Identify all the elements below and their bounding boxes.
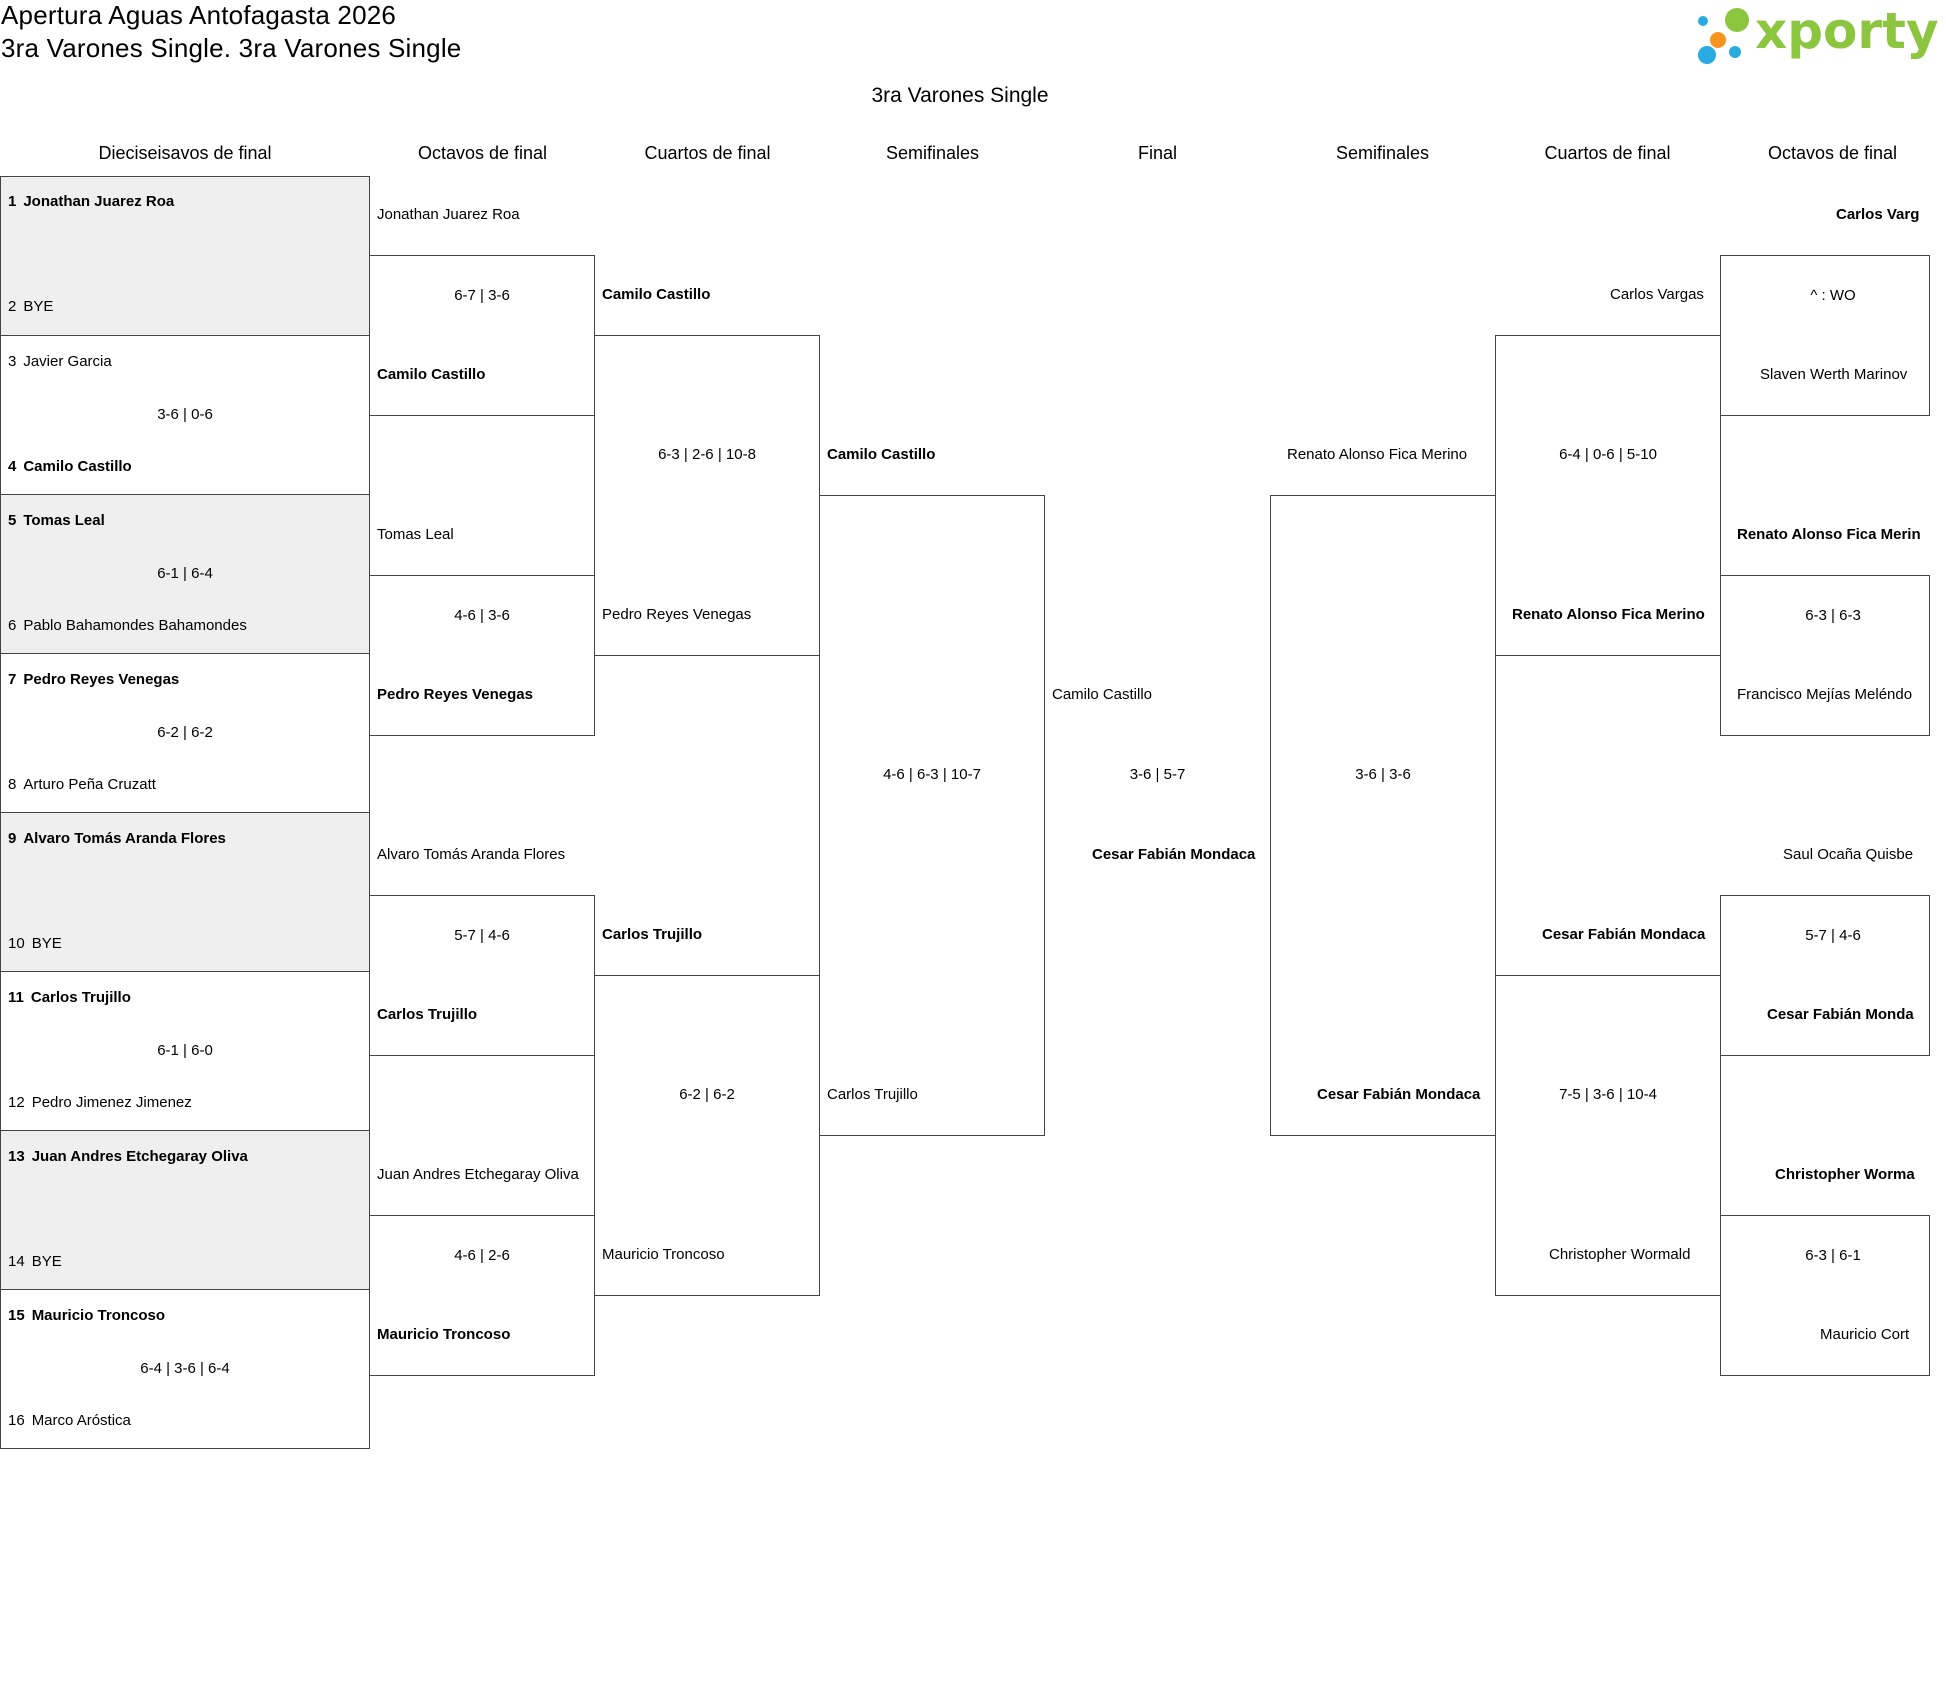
match-score: 6-4 | 0-6 | 5-10 [1559, 446, 1657, 463]
match-score: 7-5 | 3-6 | 10-4 [1559, 1086, 1657, 1103]
player-entry: 14 BYE [8, 1253, 62, 1270]
player-entry: 6 Pablo Bahamondes Bahamondes [8, 617, 247, 634]
player-name: Slaven Werth Marinov [1760, 366, 1908, 383]
match-score: 4-6 | 2-6 [454, 1247, 510, 1264]
player-name: Mauricio Troncoso [377, 1326, 511, 1343]
round-header-sf-right: Semifinales [1335, 143, 1430, 163]
player-entry: 10 BYE [8, 935, 62, 952]
xporty-logo [1690, 2, 1939, 66]
page-subtitle: 3ra Varones Single. 3ra Varones Single [1, 33, 462, 63]
match-score: 4-6 | 6-3 | 10-7 [883, 766, 981, 783]
match-slot [0, 653, 370, 813]
match-score: 6-1 | 6-0 [157, 1042, 213, 1059]
final-score: 3-6 | 5-7 [1129, 766, 1186, 783]
player-entry: 3 Javier Garcia [8, 353, 112, 370]
match-slot [0, 176, 370, 336]
round-header-r16-left: Octavos de final [417, 143, 548, 163]
match-score: 3-6 | 3-6 [1355, 766, 1411, 783]
player-name: Juan Andres Etchegaray Oliva [377, 1166, 579, 1183]
bracket-connector [1720, 1215, 1930, 1376]
player-name: Alvaro Tomás Aranda Flores [377, 846, 566, 863]
match-score: 6-3 | 6-3 [1805, 607, 1861, 624]
player-name: Mauricio Cort [1820, 1326, 1910, 1343]
player-name: Carlos Trujillo [377, 1006, 478, 1023]
match-score: 3-6 | 0-6 [157, 406, 213, 423]
bracket-connector [819, 495, 1045, 1136]
player-name: Cesar Fabián Monda [1767, 1006, 1914, 1023]
player-entry: 2 BYE [8, 298, 54, 315]
player-name: Carlos Trujillo [827, 1086, 918, 1103]
match-score: 4-6 | 3-6 [454, 607, 510, 624]
player-name: Pedro Reyes Venegas [377, 686, 533, 703]
match-score: 5-7 | 4-6 [454, 927, 510, 944]
player-name: Carlos Varg [1836, 206, 1920, 223]
match-score: 6-7 | 3-6 [454, 287, 510, 304]
round-header-sf-left: Semifinales [885, 143, 980, 163]
match-slot [0, 812, 370, 972]
player-name: Tomas Leal [377, 526, 454, 543]
player-name: Camilo Castillo [602, 286, 711, 303]
player-name: Carlos Trujillo [602, 926, 703, 943]
match-slot [0, 971, 370, 1131]
match-score: 6-4 | 3-6 | 6-4 [140, 1360, 230, 1377]
match-score: 6-1 | 6-4 [157, 565, 213, 582]
match-score: 6-3 | 2-6 | 10-8 [658, 446, 756, 463]
round-header-r16-right: Octavos de final [1767, 143, 1898, 163]
player-entry: 15 Mauricio Troncoso [8, 1307, 166, 1324]
finalist-name: Cesar Fabián Mondaca [1092, 846, 1256, 863]
bracket-connector [369, 1215, 595, 1376]
bracket-connector [1720, 895, 1930, 1056]
finalist-name: Camilo Castillo [1052, 686, 1153, 703]
player-entry: 16 Marco Aróstica [8, 1412, 131, 1429]
bracket-connector [369, 255, 595, 416]
logo-dots-icon [1690, 4, 1760, 66]
player-entry: 1 Jonathan Juarez Roa [8, 193, 175, 210]
player-entry: 5 Tomas Leal [8, 512, 105, 529]
match-score: 6-2 | 6-2 [157, 724, 213, 741]
match-slot [0, 494, 370, 654]
bracket-connector [1720, 575, 1930, 736]
round-header-r32: Dieciseisavos de final [98, 143, 272, 163]
player-entry: 4 Camilo Castillo [8, 458, 132, 475]
player-name: Camilo Castillo [827, 446, 936, 463]
player-name: Jonathan Juarez Roa [377, 206, 520, 223]
player-name: Carlos Vargas [1610, 286, 1704, 303]
player-name: Renato Alonso Fica Merino [1512, 606, 1705, 623]
round-header-final: Final [1137, 143, 1177, 163]
player-name: Cesar Fabián Mondaca [1317, 1086, 1481, 1103]
round-header-qf-right: Cuartos de final [1544, 143, 1671, 163]
match-score: 6-2 | 6-2 [679, 1086, 735, 1103]
bracket-connector [1270, 495, 1496, 1136]
bracket-connector [1720, 255, 1930, 416]
player-name: Mauricio Troncoso [602, 1246, 725, 1263]
logo-text: xporty [1755, 2, 1939, 60]
match-slot [0, 335, 370, 495]
player-name: Christopher Wormald [1549, 1246, 1691, 1263]
player-name: Renato Alonso Fica Merino [1287, 446, 1468, 463]
match-score: 6-3 | 6-1 [1805, 1247, 1861, 1264]
player-name: Camilo Castillo [377, 366, 486, 383]
player-entry: 12 Pedro Jimenez Jimenez [8, 1094, 192, 1111]
player-name: Pedro Reyes Venegas [602, 606, 752, 623]
bracket-title: 3ra Varones Single [871, 84, 1049, 107]
player-name: Francisco Mejías Meléndo [1737, 686, 1913, 703]
player-entry: 7 Pedro Reyes Venegas [8, 671, 180, 688]
page-title: Apertura Aguas Antofagasta 2026 [1, 0, 397, 30]
match-slot [0, 1130, 370, 1290]
player-entry: 11 Carlos Trujillo [8, 989, 131, 1006]
bracket-connector [369, 895, 595, 1056]
player-name: Saul Ocaña Quisbe [1783, 846, 1914, 863]
match-slot [0, 1289, 370, 1449]
player-entry: 13 Juan Andres Etchegaray Oliva [8, 1148, 248, 1165]
round-header-qf-left: Cuartos de final [644, 143, 771, 163]
match-score: 5-7 | 4-6 [1805, 927, 1861, 944]
player-name: Renato Alonso Fica Merin [1737, 526, 1921, 543]
player-entry: 9 Alvaro Tomás Aranda Flores [8, 830, 226, 847]
player-name: Cesar Fabián Mondaca [1542, 926, 1706, 943]
match-score: ^ : WO [1810, 287, 1856, 304]
player-entry: 8 Arturo Peña Cruzatt [8, 776, 156, 793]
player-name: Christopher Worma [1775, 1166, 1915, 1183]
bracket-connector [369, 575, 595, 736]
